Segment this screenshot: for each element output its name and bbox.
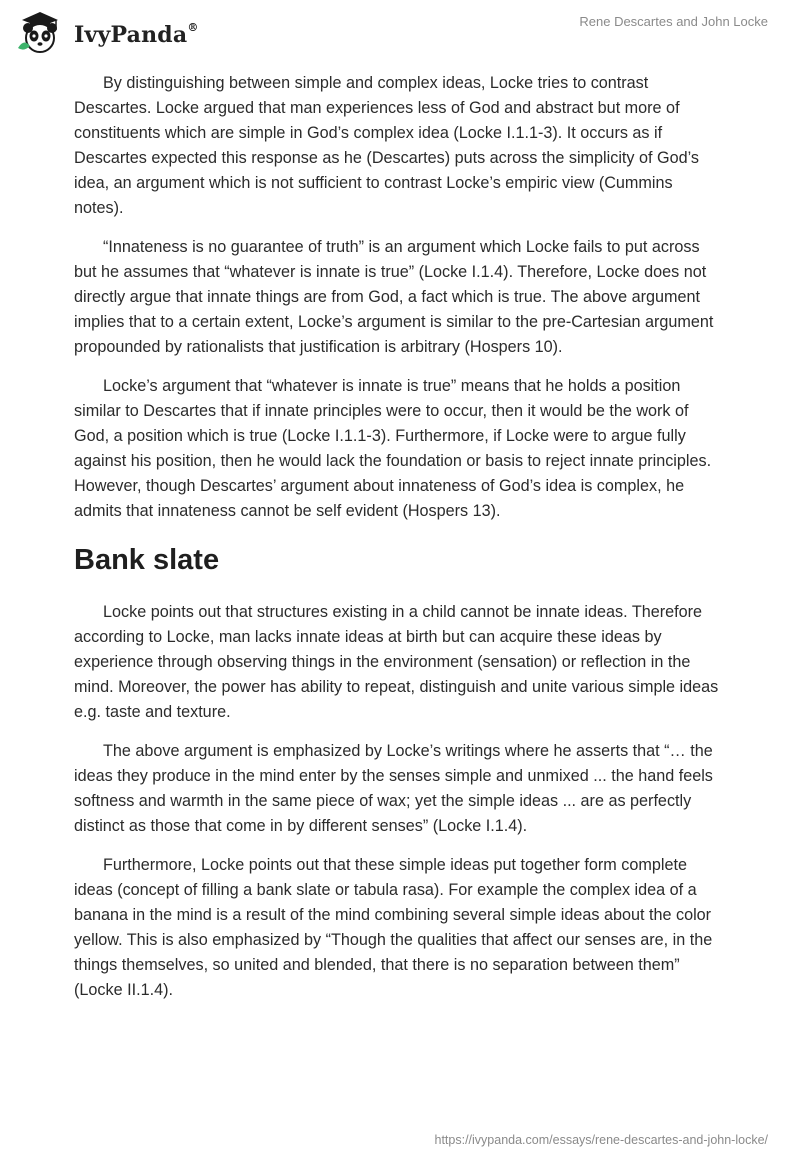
document-title: Rene Descartes and John Locke [579, 14, 768, 29]
brand-logo-link[interactable] [14, 8, 199, 61]
paragraph: Furthermore, Locke points out that these simple ideas put together form complete ideas (concept of filling a bank slate or tabula rasa). For example the complex idea of a banana in the mind is a result of the mind combining several simple ideas about the color yellow. This is also emphasized by “Though the qualities that affect our senses are, in the things themselves, so united and blended, that there is no separation between them” (Locke II.1.4). [74, 856, 713, 999]
section-heading: Bank slate [74, 544, 220, 576]
source-url-link[interactable]: https://ivypanda.com/essays/rene-descartes-and-john-locke/ [434, 1133, 768, 1147]
paragraph: By distinguishing between simple and complex ideas, Locke tries to contrast Descartes. Locke argued that man experiences less of God and abstract but more of constituents which are simple in God’s complex idea (Locke I.1.1-3). It occurs as if Descartes expected this response as he (Descartes) puts across the simplicity of God’s idea, an argument which is not sufficient to contrast Locke’s empiric view (Cummins notes). [74, 74, 699, 217]
paragraph: “Innateness is no guarantee of truth” is an argument which Locke fails to put across but he assumes that “whatever is innate is true” (Locke I.1.4). Therefore, Locke does not directly argue that innate things are from God, a fact which is true. The above argument implies that to a certain extent, Locke’s argument is similar to the pre-Cartesian argument propounded by rationalists that justification is arbitrary (Hospers 10). [74, 238, 714, 356]
paragraph: Locke points out that structures existing in a child cannot be innate ideas. Therefore according to Locke, man lacks innate ideas at birth but can acquire these ideas by experience through observing things in the environment (sensation) or reflection in the mind. Moreover, the power has ability to repeat, distinguish and unite various simple ideas e.g. taste and texture. [74, 603, 719, 721]
article-body [74, 71, 724, 1017]
panda-logo-icon [14, 8, 66, 61]
brand-name: IvyPanda® [74, 21, 199, 48]
paragraph: Locke’s argument that “whatever is innate is true” means that he holds a position similar to Descartes that if innate principles were to occur, then it would be the work of God, a position which is true (Locke I.1.1-3). Furthermore, if Locke were to argue fully against his position, then he would lack the foundation or basis to reject innate principles. However, though Descartes’ argument about innateness of God’s idea is complex, he admits that innateness cannot be self evident (Hospers 13). [74, 377, 712, 520]
page-header [0, 0, 800, 60]
paragraph: The above argument is emphasized by Locke’s writings where he asserts that “… the ideas they produce in the mind enter by the senses simple and unmixed ... the hand feels softness and warmth in the same piece of wax; yet the simple ideas ... are as perfectly distinct as those that come in by different senses” (Locke I.1.4). [74, 742, 713, 835]
